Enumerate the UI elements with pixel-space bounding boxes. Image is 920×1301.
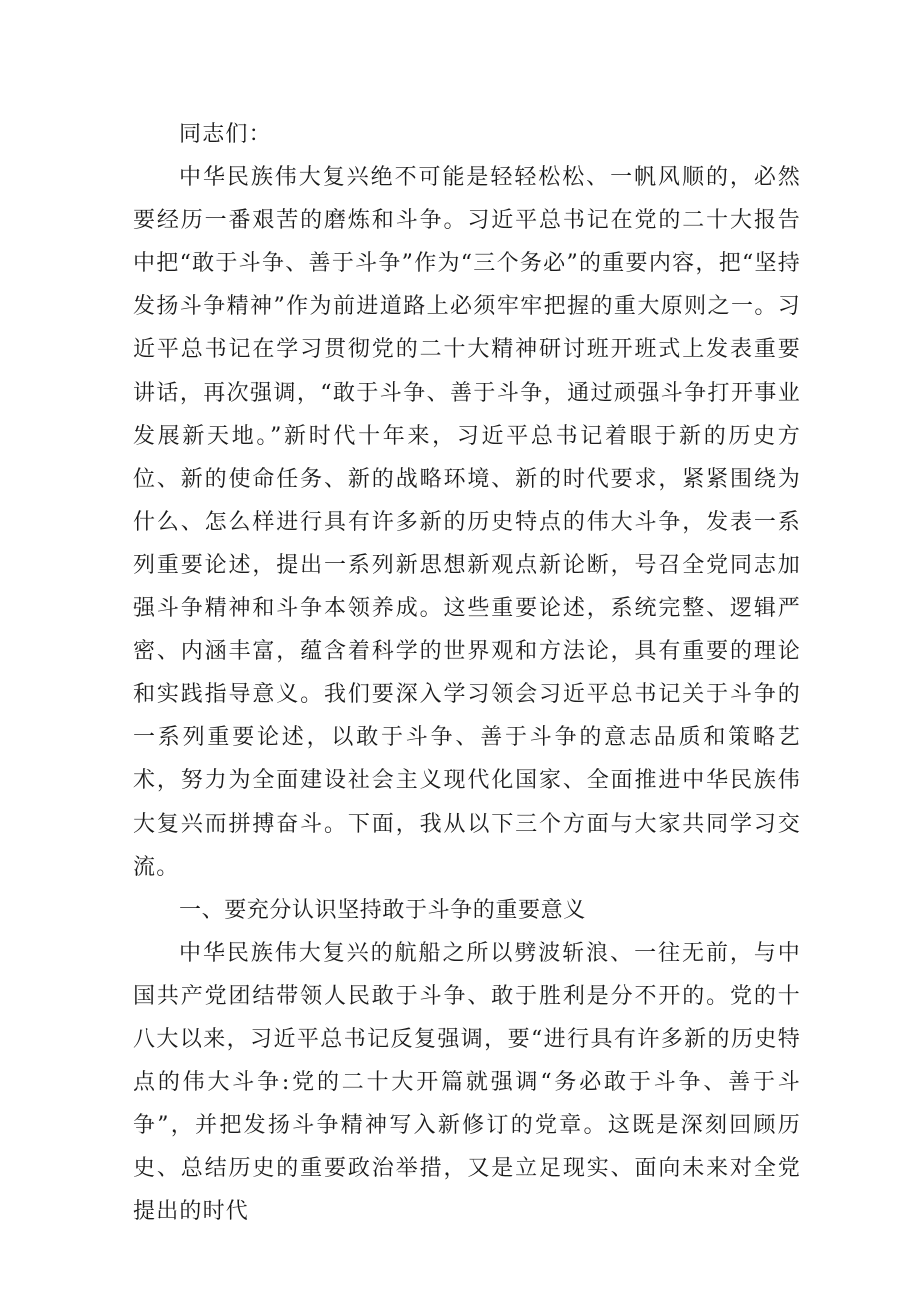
intro-paragraph: 中华民族伟大复兴绝不可能是轻轻松松、一帆风顺的，必然要经历一番艰苦的磨炼和斗争。习近平总书记在党的二十大报告中把“敢于斗争、善于斗争”作为“三个务必”的重要内容，把“坚持发扬斗争精神”作为前进道路上必须牢牢把握的重大原则之一。习近平总书记在学习贯彻党的二十大精神研讨班开班式上发表重要讲话，再次强调，“敢于斗争、善于斗争，通过顽强斗争打开事业发展新天地。”新时代十年来，习近平总书记着眼于新的历史方位、新的使命任务、新的战略环境、新的时代要求，紧紧围绕为什么、怎么样进行具有许多新的历史特点的伟大斗争，发表一系列重要论述，提出一系列新思想新观点新论断，号召全党同志加强斗争精神和斗争本领养成。这些重要论述，系统完整、逻辑严密、内涵丰富，蕴含着科学的世界观和方法论，具有重要的理论和实践指导意义。我们要深入学习领会习近平总书记关于斗争的一系列重要论述，以敢于斗争、善于斗争的意志品质和策略艺术，努力为全面建设社会主义现代化国家、全面推进中华民族伟大复兴而拼搏奋斗。下面，我从以下三个方面与大家共同学习交流。 [133,165,801,880]
section-paragraph: 中华民族伟大复兴的航船之所以劈波斩浪、一往无前，与中国共产党团结带领人民敢于斗争、敢于胜利是分不开的。党的十八大以来，习近平总书记反复强调，要“进行具有许多新的历史特点的伟大斗争:党的二十大开篇就强调“务必敢于斗争、善于斗争”，并把发扬斗争精神写入新修订的党章。这既是深刻回顾历史、总结历史的重要政治举措，又是立足现实、面向未来对全党提出的时代 [133,940,801,1225]
salutation: 同志们： [179,122,272,147]
section-heading: 一、要充分认识坚持敢于斗争的重要意义 [179,897,586,923]
document-body [133,113,801,1233]
